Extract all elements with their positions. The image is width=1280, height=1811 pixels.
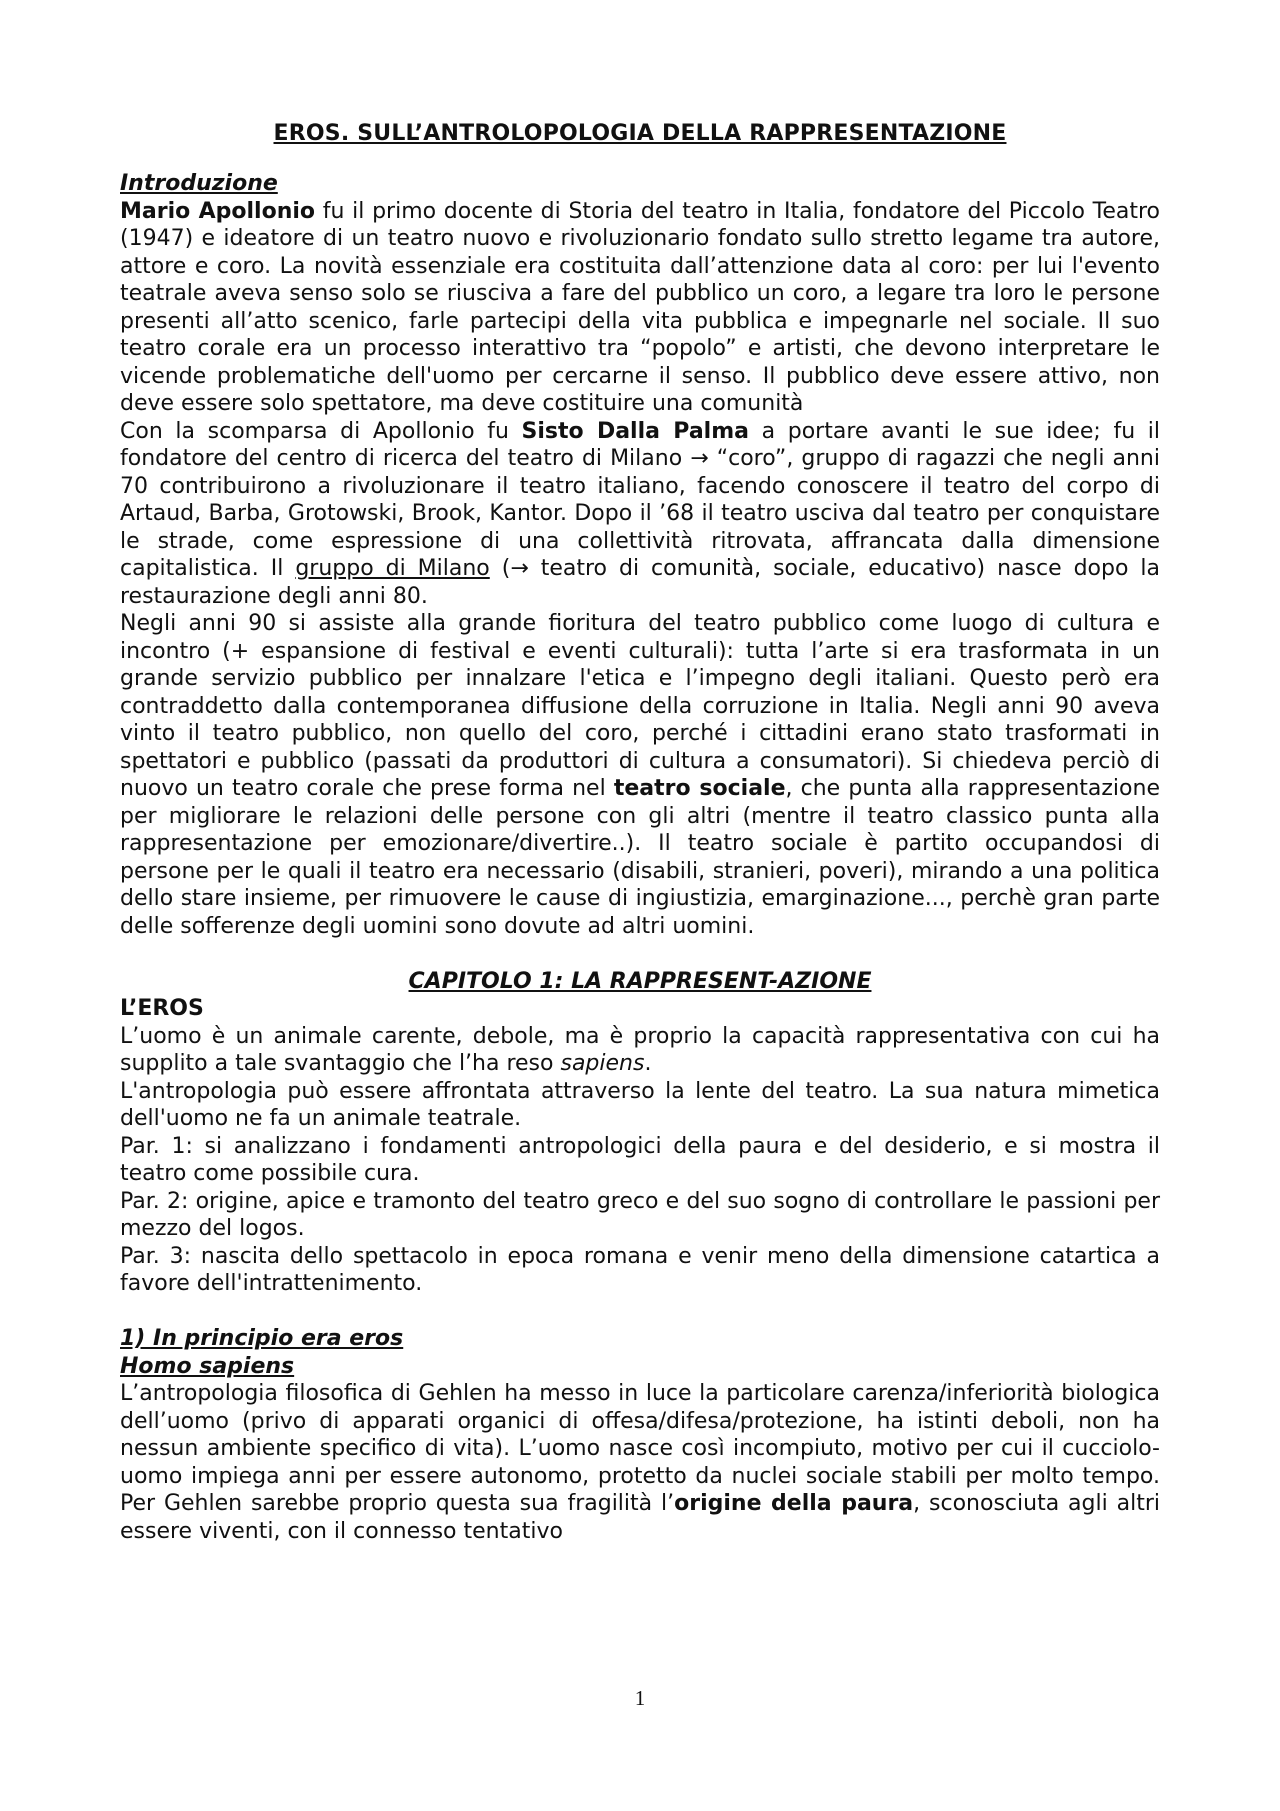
bold-text: origine della paura [674,1491,914,1516]
spacer [120,940,1160,968]
chapter-paragraph-4: Par. 2: origine, apice e tramonto del teatro greco e del suo sogno di controllare le passioni per mezzo del logos. [120,1188,1160,1241]
chapter-paragraph-3: Par. 1: si analizzano i fondamenti antropologici della paura e del desiderio, e si mostra il teatro come possibile cura. [120,1133,1160,1186]
intro-paragraph-3 [120,610,1160,940]
underlined-text: gruppo di Milano [295,556,490,581]
text-run: , sconosciuta agli altri essere viventi, con il connesso tentativo [120,1491,1160,1544]
chapter-subheading: L’EROS [120,996,204,1021]
section-paragraph-1 [120,1380,1160,1545]
chapter-heading: CAPITOLO 1: LA RAPPRESENT-AZIONE [408,968,872,994]
text-run: (→ teatro di comunità, sociale, educativo) nasce dopo la restaurazione degli anni 80. [120,556,1161,609]
text-run: L’uomo è un animale carente, debole, ma è proprio la capacità rappresentativa con cui ha supplito a tale svantaggio che l’ha reso [120,1023,1160,1076]
text-run: a portare avanti le sue idee; fu il fondatore del centro di ricerca del teatro di Milano → “coro”, gruppo di ragazzi che negli anni 70 contribuirono a rivoluzionare il teatro italiano, facendo conoscere il teatro del corpo di Artaud, Barba, Grotowski, Brook, Kantor. Dopo il ’68 il teatro usciva dal teatro per conquistare le strade, come espressione di una collettività ritrovata, affrancata dalla dimensione capitalistica. Il [120,418,1160,581]
bold-text: Sisto Dalla Palma [521,418,749,444]
chapter-paragraph-5: Par. 3: nascita dello spettacolo in epoca romana e venir meno della dimensione catartica a favore dell'intrattenimento. [120,1243,1160,1296]
bold-text: Mario Apollonio [120,198,316,224]
document-title: EROS. SULL’ANTROLOPOLOGIA DELLA RAPPRESENTAZIONE [273,121,1007,146]
chapter-paragraph-1 [120,1023,1160,1078]
text-run: fu il primo docente di Storia del teatro in Italia, fondatore del Piccolo Teatro (1947) e ideatore di un teatro nuovo e rivoluzionario fondato sullo stretto legame tra autore, attore e coro. La novità essenziale era costituita dall’attenzione data al coro: per lui l'evento teatrale aveva senso solo se riusciva a fare del pubblico un coro, a legare tra loro le persone presenti all’atto scenico, farle partecipi della vita pubblica e impegnarle nel sociale. Il suo teatro corale era un processo interattivo tra “popolo” e artisti, che devono interpretare le vicende problematiche dell'uomo per cercarne il senso. Il pubblico deve essere attivo, non deve essere solo spettatore, ma deve costituire una comunità [120,198,1160,416]
page-number: 1 [634,1686,646,1710]
text-run: . [644,1051,652,1076]
bold-text: teatro sociale [613,776,786,801]
text-run: , che punta alla rappresentazione per migliorare le relazioni delle persone con gli altri (mentre il teatro classico punta alla rappresentazione per emozionare/divertire..). Il teatro sociale è partito occupandosi di persone per le quali il teatro era necessario (disabili, stranieri, poveri), mirando a una politica dello stare insieme, per rimuovere le cause di ingiustizia, emarginazione..., perchè gran parte delle sofferenze degli uomini sono dovute ad altri uomini. [120,776,1160,939]
text-run: Con la scomparsa di Apollonio fu [120,418,522,444]
italic-text: sapiens [560,1051,645,1076]
intro-paragraph-1 [120,198,1160,418]
intro-heading: Introduzione [120,171,278,196]
section-subheading: Homo sapiens [120,1353,295,1379]
text-run: L’antropologia filosofica di Gehlen ha messo in luce la particolare carenza/inferiorità biologica dell’uomo (privo di apparati organici di offesa/difesa/protezione, ha istinti deboli, non ha nessun ambiente specifico di vita). L’uomo nasce così incompiuto, motivo per cui il cucciolo-uomo impiega anni per essere autonomo, protetto da nuclei sociale stabili per molto tempo. Per Gehlen sarebbe proprio questa sua fragilità l’ [120,1381,1160,1516]
spacer [120,1298,1160,1326]
section-heading: 1) In principio era eros [120,1326,404,1351]
intro-paragraph-2 [120,418,1160,611]
chapter-paragraph-2: L'antropologia può essere affrontata attraverso la lente del teatro. La sua natura mimetica dell'uomo ne fa un animale teatrale. [120,1078,1160,1131]
document-page [120,120,1160,1545]
text-run: Negli anni 90 si assiste alla grande fioritura del teatro pubblico come luogo di cultura e incontro (+ espansione di festival e eventi culturali): tutta l’arte si era trasformata in un grande servizio pubblico per innalzare l'etica e l’impegno degli italiani. Questo però era contraddetto dalla contemporanea diffusione della corruzione in Italia. Negli anni 90 aveva vinto il teatro pubblico, non quello del coro, perché i cittadini erano stato trasformati in spettatori e pubblico (passati da produttori di cultura a consumatori). Si chiedeva perciò di nuovo un teatro corale che prese forma nel [120,611,1160,801]
